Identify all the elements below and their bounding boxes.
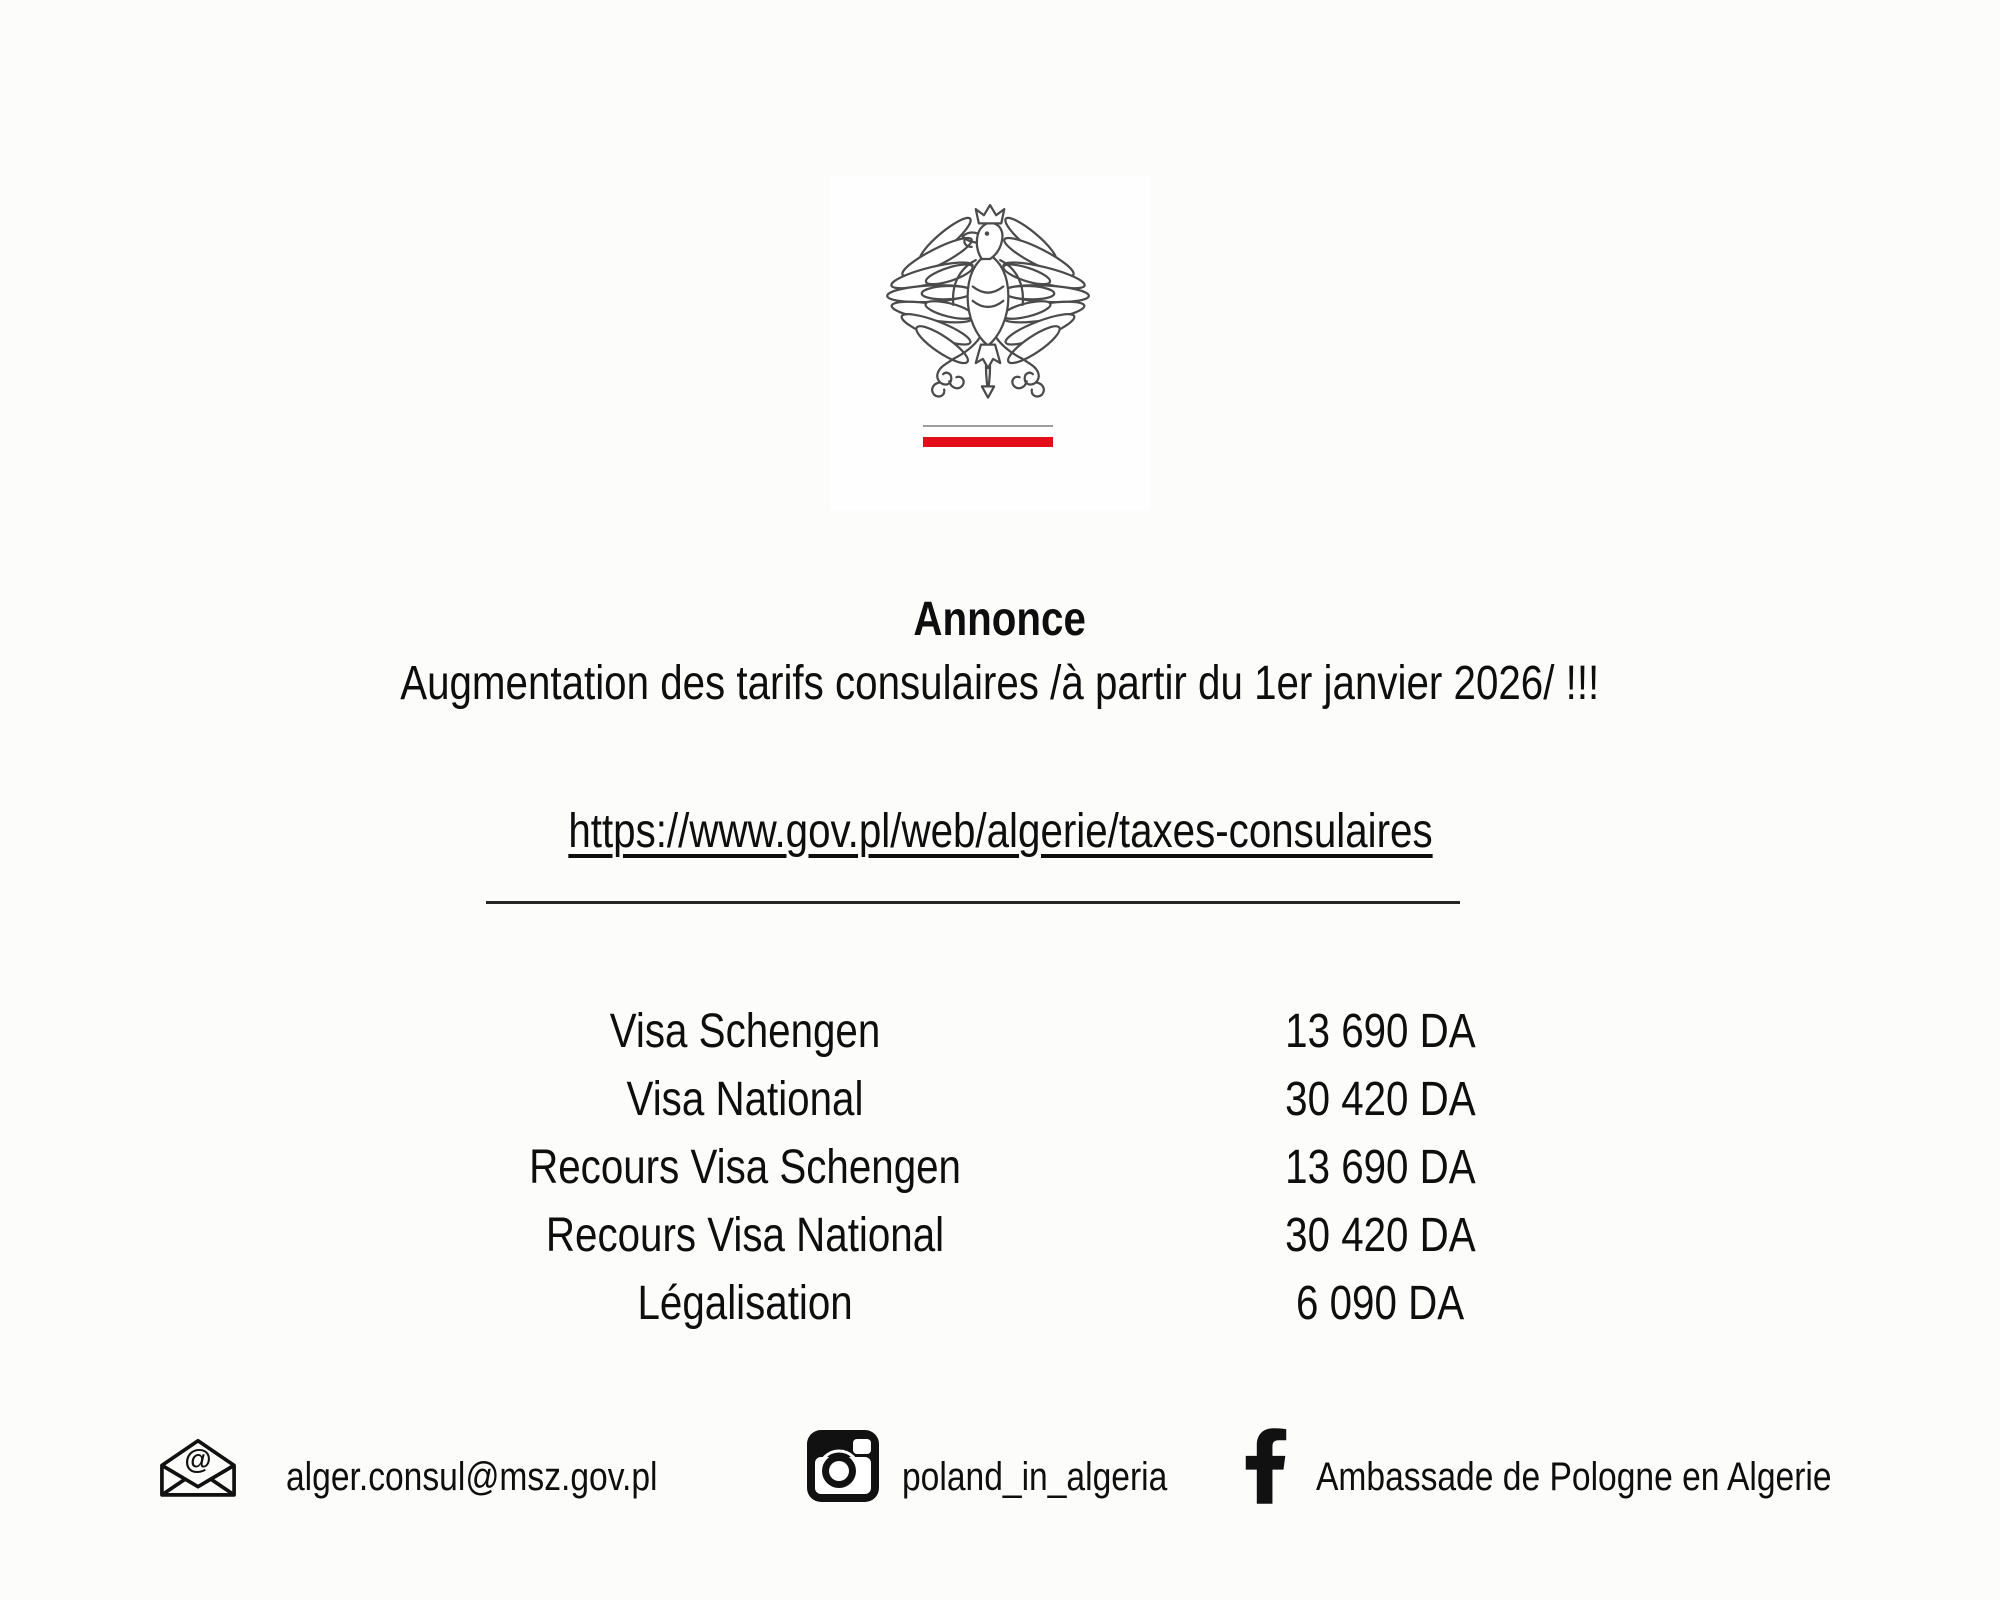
facebook-page-name[interactable]: Ambassade de Pologne en Algerie	[1316, 1455, 1832, 1499]
facebook-icon[interactable]	[1243, 1428, 1289, 1504]
email-address[interactable]: alger.consul@msz.gov.pl	[286, 1455, 658, 1499]
page-subtitle: Augmentation des tarifs consulaires /à partir du 1er janvier 2026/ !!!	[400, 657, 1600, 710]
instagram-handle[interactable]: poland_in_algeria	[902, 1455, 1168, 1499]
poland-coat-of-arms	[830, 175, 1150, 510]
title-row	[0, 594, 2000, 646]
tariff-label-cell	[390, 1210, 1100, 1262]
tariff-label: Visa National	[626, 1073, 864, 1126]
tariff-price: 13 690 DA	[1284, 1005, 1476, 1058]
subtitle-row	[0, 658, 2000, 710]
tariff-label: Recours Visa National	[545, 1209, 945, 1262]
flag-white-stripe	[923, 425, 1053, 437]
tariff-row	[0, 1006, 2000, 1058]
tariff-label: Visa Schengen	[609, 1005, 881, 1058]
poland-flag-bar	[923, 425, 1053, 447]
taxes-consulaires-link[interactable]: https://www.gov.pl/web/algerie/taxes-consulaires	[567, 805, 1433, 858]
tariff-row	[0, 1142, 2000, 1194]
tariff-row	[0, 1278, 2000, 1330]
tariff-price-cell	[1140, 1278, 1620, 1330]
email-entry[interactable]	[286, 1452, 728, 1502]
url-row	[0, 806, 2000, 858]
tariff-label: Recours Visa Schengen	[529, 1141, 961, 1194]
facebook-entry[interactable]	[1316, 1452, 1930, 1502]
tariff-row	[0, 1210, 2000, 1262]
tariff-price-cell	[1140, 1074, 1620, 1126]
tariff-row	[0, 1074, 2000, 1126]
tariff-label-cell	[390, 1006, 1100, 1058]
polish-eagle-icon	[886, 203, 1090, 417]
tariff-price: 30 420 DA	[1284, 1073, 1476, 1126]
tariff-price-cell	[1140, 1142, 1620, 1194]
tariff-label-cell	[390, 1142, 1100, 1194]
tariff-price: 13 690 DA	[1284, 1141, 1476, 1194]
tariff-label-cell	[390, 1278, 1100, 1330]
tariff-label: Légalisation	[637, 1277, 853, 1330]
tariff-price: 30 420 DA	[1284, 1209, 1476, 1262]
separator-line	[486, 901, 1460, 904]
instagram-icon[interactable]	[806, 1430, 880, 1502]
tariff-label-cell	[390, 1074, 1100, 1126]
page-title: Annonce	[913, 593, 1087, 646]
email-icon[interactable]	[157, 1434, 239, 1500]
tariff-price-cell	[1140, 1210, 1620, 1262]
contact-footer	[0, 1420, 2000, 1540]
svg-text:@: @	[184, 1443, 212, 1475]
instagram-entry[interactable]	[902, 1452, 1218, 1502]
tariff-price-cell	[1140, 1006, 1620, 1058]
flag-red-stripe	[923, 437, 1053, 447]
tariff-price: 6 090 DA	[1295, 1277, 1465, 1330]
